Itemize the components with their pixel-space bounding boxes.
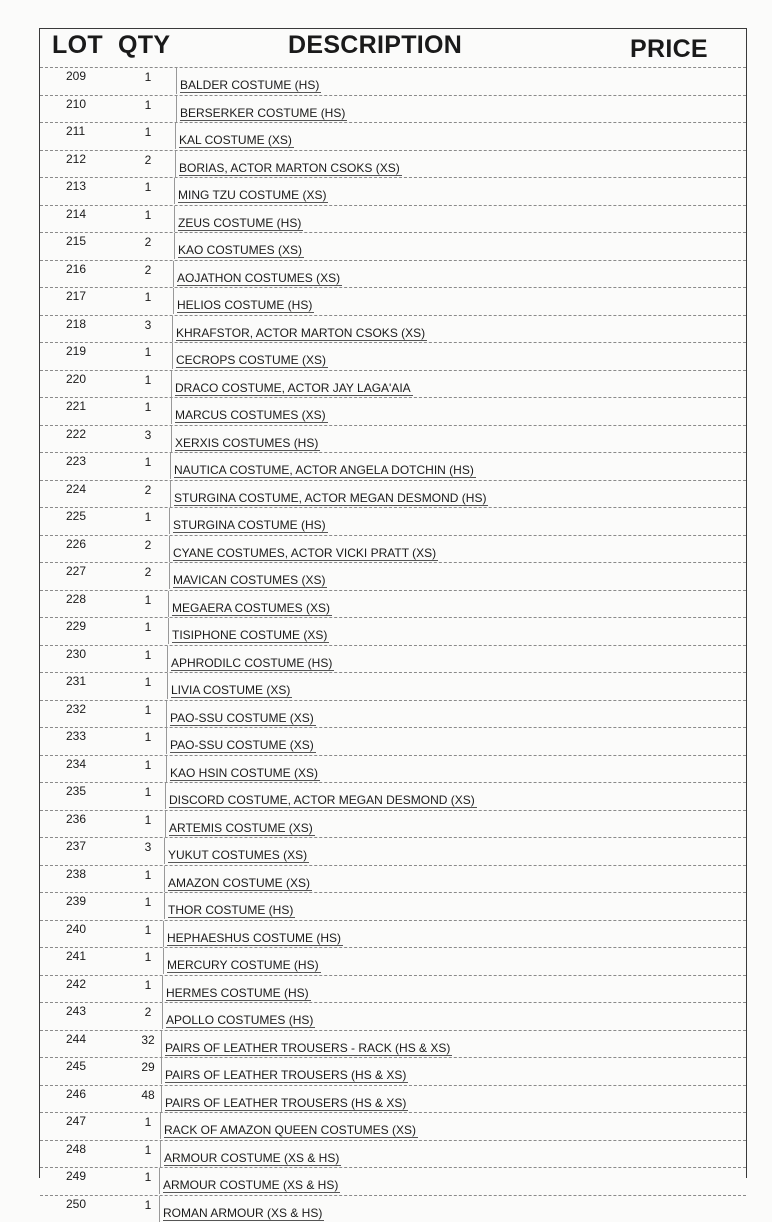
table-row bbox=[40, 865, 746, 893]
lot-number: 217 bbox=[66, 289, 102, 303]
lot-description: ROMAN ARMOUR (XS & HS) bbox=[163, 1206, 324, 1221]
quantity: 29 bbox=[136, 1060, 160, 1074]
lot-description: HEPHAESHUS COSTUME (HS) bbox=[167, 931, 343, 946]
lot-number: 239 bbox=[66, 894, 102, 908]
lot-number: 241 bbox=[66, 949, 102, 963]
quantity: 1 bbox=[136, 180, 160, 194]
table-row bbox=[40, 1057, 746, 1085]
lot-description: ARTEMIS COSTUME (XS) bbox=[169, 821, 315, 836]
table-row bbox=[40, 1002, 746, 1030]
lot-description: KAO COSTUMES (XS) bbox=[178, 243, 304, 258]
lot-number: 230 bbox=[66, 647, 102, 661]
lot-number: 249 bbox=[66, 1169, 102, 1183]
lot-number: 237 bbox=[66, 839, 102, 853]
lot-description: ZEUS COSTUME (HS) bbox=[178, 216, 303, 231]
lot-description: DRACO COSTUME, ACTOR JAY LAGA'AIA bbox=[175, 381, 413, 396]
table-row bbox=[40, 700, 746, 728]
lot-number: 245 bbox=[66, 1059, 102, 1073]
lot-description: DISCORD COSTUME, ACTOR MEGAN DESMOND (XS) bbox=[169, 793, 477, 808]
lot-list-sheet bbox=[39, 28, 747, 1178]
quantity: 1 bbox=[136, 345, 160, 359]
lot-description: KAO HSIN COSTUME (XS) bbox=[170, 766, 320, 781]
lot-column-header: LOT bbox=[52, 31, 103, 60]
table-row bbox=[40, 507, 746, 535]
table-row bbox=[40, 617, 746, 645]
quantity: 48 bbox=[136, 1088, 160, 1102]
lot-description: APOLLO COSTUMES (HS) bbox=[166, 1013, 315, 1028]
lot-description: MARCUS COSTUMES (XS) bbox=[175, 408, 328, 423]
lot-description: AMAZON COSTUME (XS) bbox=[168, 876, 312, 891]
lot-description: CYANE COSTUMES, ACTOR VICKI PRATT (XS) bbox=[173, 546, 438, 561]
qty-column-header: QTY bbox=[118, 31, 170, 60]
lot-number: 211 bbox=[66, 124, 102, 138]
lot-number: 220 bbox=[66, 372, 102, 386]
lot-number: 233 bbox=[66, 729, 102, 743]
table-row bbox=[40, 67, 746, 95]
quantity: 1 bbox=[136, 895, 160, 909]
lot-number: 222 bbox=[66, 427, 102, 441]
table-row bbox=[40, 205, 746, 233]
quantity: 1 bbox=[136, 675, 160, 689]
lot-description: AOJATHON COSTUMES (XS) bbox=[177, 271, 342, 286]
lot-description: HELIOS COSTUME (HS) bbox=[177, 298, 314, 313]
table-row bbox=[40, 232, 746, 260]
table-row bbox=[40, 1030, 746, 1058]
price-column-header: PRICE bbox=[630, 35, 708, 64]
quantity: 1 bbox=[136, 785, 160, 799]
lot-number: 234 bbox=[66, 757, 102, 771]
lot-description: PAIRS OF LEATHER TROUSERS - RACK (HS & XS) bbox=[165, 1041, 452, 1056]
lot-description: ARMOUR COSTUME (XS & HS) bbox=[163, 1178, 340, 1193]
lot-description: KAL COSTUME (XS) bbox=[179, 133, 294, 148]
lot-number: 232 bbox=[66, 702, 102, 716]
quantity: 1 bbox=[136, 290, 160, 304]
quantity: 1 bbox=[136, 208, 160, 222]
lot-number: 225 bbox=[66, 509, 102, 523]
lot-number: 248 bbox=[66, 1142, 102, 1156]
lot-description: MAVICAN COSTUMES (XS) bbox=[173, 573, 327, 588]
lot-description: ARMOUR COSTUME (XS & HS) bbox=[164, 1151, 341, 1166]
table-row bbox=[40, 370, 746, 398]
lot-description: PAIRS OF LEATHER TROUSERS (HS & XS) bbox=[165, 1068, 408, 1083]
quantity: 1 bbox=[136, 98, 160, 112]
lot-number: 229 bbox=[66, 619, 102, 633]
quantity: 1 bbox=[136, 813, 160, 827]
lot-number: 219 bbox=[66, 344, 102, 358]
lot-description: LIVIA COSTUME (XS) bbox=[171, 683, 292, 698]
quantity: 1 bbox=[136, 373, 160, 387]
lot-number: 240 bbox=[66, 922, 102, 936]
lot-number: 214 bbox=[66, 207, 102, 221]
quantity: 3 bbox=[136, 428, 160, 442]
quantity: 1 bbox=[136, 1198, 160, 1212]
table-row bbox=[40, 782, 746, 810]
lot-number: 246 bbox=[66, 1087, 102, 1101]
lot-description: STURGINA COSTUME (HS) bbox=[173, 518, 328, 533]
description-column-header: DESCRIPTION bbox=[288, 31, 462, 60]
table-row bbox=[40, 1112, 746, 1140]
quantity: 2 bbox=[136, 235, 160, 249]
table-row bbox=[40, 755, 746, 783]
table-row bbox=[40, 947, 746, 975]
table-row bbox=[40, 315, 746, 343]
lot-description: NAUTICA COSTUME, ACTOR ANGELA DOTCHIN (HS) bbox=[174, 463, 476, 478]
lot-number: 244 bbox=[66, 1032, 102, 1046]
quantity: 3 bbox=[136, 840, 160, 854]
lot-number: 231 bbox=[66, 674, 102, 688]
quantity: 1 bbox=[136, 510, 160, 524]
lot-description: TISIPHONE COSTUME (XS) bbox=[172, 628, 329, 643]
lot-number: 223 bbox=[66, 454, 102, 468]
table-row bbox=[40, 177, 746, 205]
lot-description: XERXIS COSTUMES (HS) bbox=[175, 436, 320, 451]
lot-number: 213 bbox=[66, 179, 102, 193]
quantity: 1 bbox=[136, 620, 160, 634]
table-row bbox=[40, 727, 746, 755]
quantity: 3 bbox=[136, 318, 160, 332]
lot-description: MING TZU COSTUME (XS) bbox=[178, 188, 328, 203]
quantity: 1 bbox=[136, 730, 160, 744]
lot-number: 224 bbox=[66, 482, 102, 496]
table-row bbox=[40, 562, 746, 590]
table-row bbox=[40, 1195, 746, 1222]
quantity: 2 bbox=[136, 1005, 160, 1019]
table-row bbox=[40, 342, 746, 370]
quantity: 1 bbox=[136, 978, 160, 992]
quantity: 1 bbox=[136, 923, 160, 937]
table-header bbox=[40, 29, 746, 67]
lot-number: 228 bbox=[66, 592, 102, 606]
quantity: 1 bbox=[136, 1143, 160, 1157]
quantity: 1 bbox=[136, 125, 160, 139]
table-row bbox=[40, 480, 746, 508]
lot-number: 243 bbox=[66, 1004, 102, 1018]
quantity: 1 bbox=[136, 758, 160, 772]
table-row bbox=[40, 95, 746, 123]
quantity: 1 bbox=[136, 868, 160, 882]
lot-description: STURGINA COSTUME, ACTOR MEGAN DESMOND (HS) bbox=[174, 491, 488, 506]
table-row bbox=[40, 260, 746, 288]
quantity: 1 bbox=[136, 1170, 160, 1184]
table-row bbox=[40, 1140, 746, 1168]
lot-number: 226 bbox=[66, 537, 102, 551]
quantity: 1 bbox=[136, 648, 160, 662]
lot-description: APHRODILC COSTUME (HS) bbox=[171, 656, 334, 671]
table-row bbox=[40, 837, 746, 865]
table-row bbox=[40, 810, 746, 838]
table-row bbox=[40, 645, 746, 673]
quantity: 2 bbox=[136, 538, 160, 552]
quantity: 2 bbox=[136, 565, 160, 579]
lot-rows bbox=[40, 67, 746, 1222]
lot-number: 210 bbox=[66, 97, 102, 111]
quantity: 1 bbox=[136, 70, 160, 84]
table-row bbox=[40, 150, 746, 178]
quantity: 1 bbox=[136, 703, 160, 717]
table-row bbox=[40, 975, 746, 1003]
quantity: 1 bbox=[136, 400, 160, 414]
lot-number: 236 bbox=[66, 812, 102, 826]
quantity: 1 bbox=[136, 1115, 160, 1129]
lot-description: MERCURY COSTUME (HS) bbox=[167, 958, 321, 973]
lot-description: YUKUT COSTUMES (XS) bbox=[168, 848, 309, 863]
lot-description: BERSERKER COSTUME (HS) bbox=[180, 106, 347, 121]
lot-description: BORIAS, ACTOR MARTON CSOKS (XS) bbox=[179, 161, 402, 176]
lot-description: RACK OF AMAZON QUEEN COSTUMES (XS) bbox=[164, 1123, 418, 1138]
quantity: 2 bbox=[136, 483, 160, 497]
table-row bbox=[40, 1167, 746, 1195]
table-row bbox=[40, 672, 746, 700]
table-row bbox=[40, 590, 746, 618]
table-row bbox=[40, 397, 746, 425]
lot-number: 209 bbox=[66, 69, 102, 83]
lot-description: CECROPS COSTUME (XS) bbox=[176, 353, 328, 368]
lot-number: 227 bbox=[66, 564, 102, 578]
quantity: 2 bbox=[136, 263, 160, 277]
lot-number: 212 bbox=[66, 152, 102, 166]
quantity: 2 bbox=[136, 153, 160, 167]
table-row bbox=[40, 920, 746, 948]
lot-number: 216 bbox=[66, 262, 102, 276]
table-row bbox=[40, 452, 746, 480]
quantity: 32 bbox=[136, 1033, 160, 1047]
table-row bbox=[40, 122, 746, 150]
lot-description: HERMES COSTUME (HS) bbox=[166, 986, 311, 1001]
lot-number: 235 bbox=[66, 784, 102, 798]
lot-number: 238 bbox=[66, 867, 102, 881]
table-row bbox=[40, 535, 746, 563]
lot-description: MEGAERA COSTUMES (XS) bbox=[172, 601, 332, 616]
lot-description: PAO-SSU COSTUME (XS) bbox=[170, 711, 316, 726]
quantity: 1 bbox=[136, 593, 160, 607]
table-row bbox=[40, 287, 746, 315]
lot-description: KHRAFSTOR, ACTOR MARTON CSOKS (XS) bbox=[176, 326, 427, 341]
quantity: 1 bbox=[136, 950, 160, 964]
lot-number: 218 bbox=[66, 317, 102, 331]
table-row bbox=[40, 1085, 746, 1113]
lot-description: PAO-SSU COSTUME (XS) bbox=[170, 738, 316, 753]
quantity: 1 bbox=[136, 455, 160, 469]
table-row bbox=[40, 892, 746, 920]
lot-description: PAIRS OF LEATHER TROUSERS (HS & XS) bbox=[165, 1096, 408, 1111]
lot-number: 221 bbox=[66, 399, 102, 413]
lot-number: 242 bbox=[66, 977, 102, 991]
lot-number: 247 bbox=[66, 1114, 102, 1128]
lot-description: THOR COSTUME (HS) bbox=[168, 903, 295, 918]
lot-number: 250 bbox=[66, 1197, 102, 1211]
lot-number: 215 bbox=[66, 234, 102, 248]
table-row bbox=[40, 425, 746, 453]
lot-description: BALDER COSTUME (HS) bbox=[180, 78, 321, 93]
